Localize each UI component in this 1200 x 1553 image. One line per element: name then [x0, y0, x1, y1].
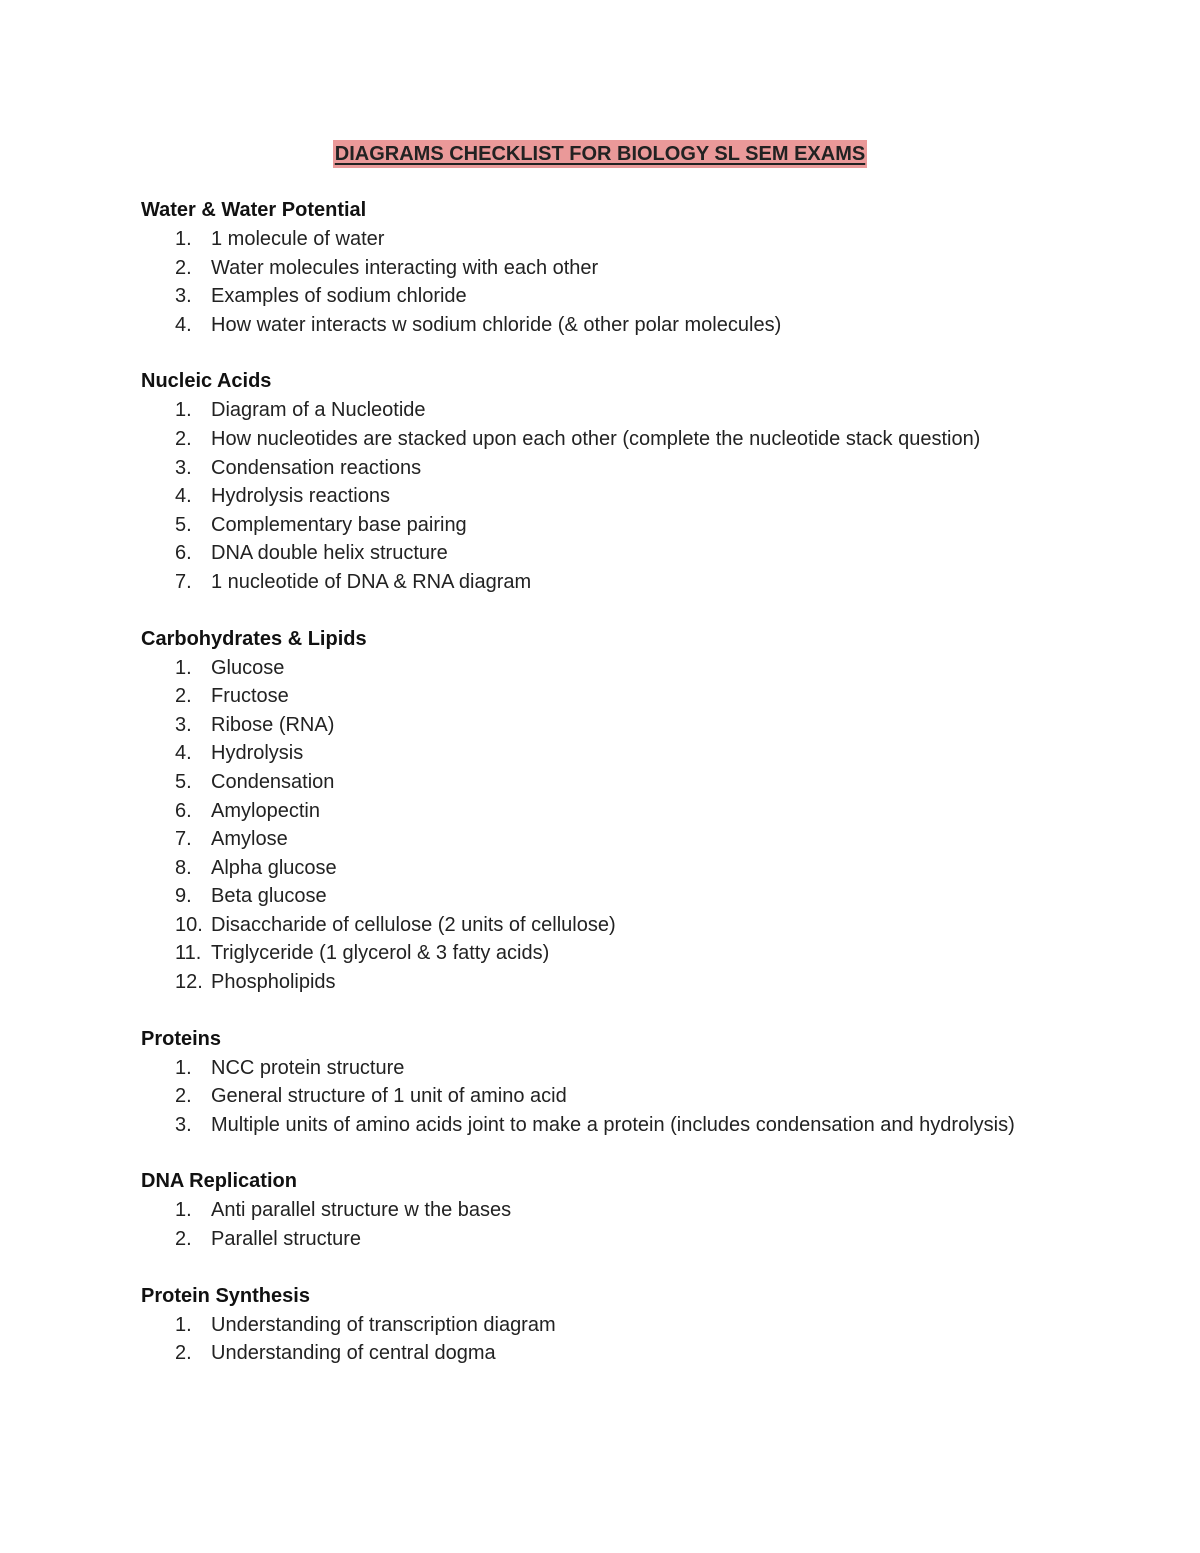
- list-item-text: Anti parallel structure w the bases: [211, 1199, 512, 1222]
- section-heading: Carbohydrates & Lipids: [141, 627, 367, 650]
- list-item-number: [141, 682, 211, 711]
- list-item: [141, 711, 1081, 740]
- list-item-text: How water interacts w sodium chloride (& other polar molecules): [211, 313, 782, 336]
- list-item-number: [141, 854, 211, 883]
- list-item: [141, 1111, 1081, 1140]
- list-item: [141, 254, 1081, 283]
- list-item-number-label: 9.: [175, 885, 192, 908]
- list-item-text: Understanding of central dogma: [211, 1342, 496, 1365]
- list-item-number: [141, 1111, 211, 1140]
- list-item-number-label: 4.: [175, 313, 192, 336]
- section: [141, 196, 1081, 339]
- section-heading: Proteins: [141, 1027, 222, 1050]
- list-item-number: [141, 939, 211, 968]
- list-item-text: Understanding of transcription diagram: [211, 1313, 556, 1336]
- list-item: [141, 882, 1081, 911]
- list-item-text: How nucleotides are stacked upon each other (complete the nucleotide stack question): [211, 427, 981, 450]
- list-item: [141, 1082, 1081, 1111]
- list-item-number-label: 1.: [175, 1056, 192, 1079]
- document-body: [141, 196, 1081, 1396]
- list-item: [141, 797, 1081, 826]
- list-item-number: [141, 739, 211, 768]
- list-item: [141, 682, 1081, 711]
- list-item-number-label: 3.: [175, 285, 192, 308]
- list-item-number-label: 12.: [175, 971, 203, 994]
- list-item-text: Hydrolysis: [211, 742, 304, 765]
- list-item-text: Multiple units of amino acids joint to make a protein (includes condensation and hydrolysis): [211, 1113, 1015, 1136]
- section: [141, 1167, 1081, 1253]
- list-item-number-label: 2.: [175, 1342, 192, 1365]
- list-item: [141, 311, 1081, 340]
- list-item-text: DNA double helix structure: [211, 542, 448, 565]
- list-item: [141, 968, 1081, 997]
- list-item: [141, 511, 1081, 540]
- list-item: [141, 482, 1081, 511]
- section: [141, 1282, 1081, 1368]
- section-heading: DNA Replication: [141, 1170, 297, 1193]
- list-item-text: Diagram of a Nucleotide: [211, 399, 426, 422]
- list-item-number: [141, 768, 211, 797]
- list-item-number: [141, 425, 211, 454]
- list-item: [141, 768, 1081, 797]
- list-item-text: General structure of 1 unit of amino acid: [211, 1085, 567, 1108]
- list-item: [141, 454, 1081, 483]
- list-item: [141, 1339, 1081, 1368]
- list-item-text: Examples of sodium chloride: [211, 285, 467, 308]
- section-heading: Protein Synthesis: [141, 1284, 310, 1307]
- list-item-number-label: 11.: [175, 942, 202, 965]
- list-item-number: [141, 282, 211, 311]
- list-item-number: [141, 454, 211, 483]
- list-item-number: [141, 396, 211, 425]
- checklist: [141, 1054, 1081, 1140]
- list-item-text: Hydrolysis reactions: [211, 485, 390, 508]
- list-item-text: Ribose (RNA): [211, 713, 335, 736]
- page-title-wrapper: [0, 140, 1200, 168]
- list-item: [141, 911, 1081, 940]
- list-item-number: [141, 539, 211, 568]
- list-item-number: [141, 1225, 211, 1254]
- list-item-number-label: 10.: [175, 913, 203, 936]
- list-item-number: [141, 797, 211, 826]
- list-item-number: [141, 1311, 211, 1340]
- list-item: [141, 225, 1081, 254]
- checklist: [141, 1311, 1081, 1368]
- list-item-number-label: 4.: [175, 485, 192, 508]
- list-item-text: Glucose: [211, 656, 285, 679]
- list-item: [141, 1225, 1081, 1254]
- list-item-number-label: 1.: [175, 1199, 192, 1222]
- list-item-number-label: 6.: [175, 799, 192, 822]
- list-item-number-label: 2.: [175, 1228, 192, 1251]
- list-item-text: NCC protein structure: [211, 1056, 405, 1079]
- list-item-text: Condensation reactions: [211, 456, 422, 479]
- list-item: [141, 282, 1081, 311]
- section: [141, 625, 1081, 997]
- section-heading: Water & Water Potential: [141, 199, 367, 221]
- list-item-text: Amylose: [211, 828, 288, 851]
- list-item-text: Disaccharide of cellulose (2 units of cellulose): [211, 913, 616, 936]
- page-title: DIAGRAMS CHECKLIST FOR BIOLOGY SL SEM EXAMS: [333, 140, 867, 168]
- list-item: [141, 1196, 1081, 1225]
- list-item-text: Complementary base pairing: [211, 513, 467, 536]
- list-item: [141, 939, 1081, 968]
- list-item: [141, 825, 1081, 854]
- checklist: [141, 1196, 1081, 1253]
- list-item-number-label: 5.: [175, 770, 192, 793]
- list-item-number-label: 1.: [175, 228, 192, 250]
- list-item-number: [141, 911, 211, 940]
- list-item-text: Amylopectin: [211, 799, 320, 822]
- list-item-number: [141, 311, 211, 340]
- list-item-number-label: 1.: [175, 1313, 192, 1336]
- list-item-number-label: 7.: [175, 570, 192, 593]
- checklist: [141, 396, 1081, 596]
- list-item: [141, 539, 1081, 568]
- list-item-number-label: 6.: [175, 542, 192, 565]
- list-item-number-label: 4.: [175, 742, 192, 765]
- list-item-number: [141, 482, 211, 511]
- list-item-number: [141, 1054, 211, 1083]
- list-item-number-label: 2.: [175, 427, 192, 450]
- list-item-text: Beta glucose: [211, 885, 327, 908]
- list-item-number-label: 2.: [175, 685, 192, 708]
- list-item-number: [141, 882, 211, 911]
- list-item-number-label: 2.: [175, 1085, 192, 1108]
- list-item-number-label: 1.: [175, 656, 192, 679]
- list-item-number: [141, 1082, 211, 1111]
- list-item-text: Parallel structure: [211, 1228, 362, 1251]
- list-item-text: Phospholipids: [211, 971, 336, 994]
- list-item-text: 1 molecule of water: [211, 228, 385, 250]
- list-item: [141, 568, 1081, 597]
- list-item-text: Fructose: [211, 685, 289, 708]
- list-item: [141, 1311, 1081, 1340]
- list-item-number: [141, 1339, 211, 1368]
- list-item-number: [141, 711, 211, 740]
- list-item: [141, 854, 1081, 883]
- list-item: [141, 739, 1081, 768]
- list-item: [141, 396, 1081, 425]
- list-item-text: 1 nucleotide of DNA & RNA diagram: [211, 570, 532, 593]
- checklist: [141, 654, 1081, 997]
- list-item-number-label: 3.: [175, 456, 192, 479]
- list-item-number-label: 2.: [175, 256, 192, 279]
- list-item-number: [141, 654, 211, 683]
- list-item-number-label: 3.: [175, 1113, 192, 1136]
- list-item-number-label: 3.: [175, 713, 192, 736]
- section-heading: Nucleic Acids: [141, 370, 272, 393]
- list-item-number: [141, 968, 211, 997]
- checklist: [141, 225, 1081, 339]
- list-item: [141, 425, 1081, 454]
- list-item-text: Water molecules interacting with each other: [211, 256, 599, 279]
- list-item-number: [141, 254, 211, 283]
- list-item: [141, 654, 1081, 683]
- list-item-number: [141, 568, 211, 597]
- list-item-text: Alpha glucose: [211, 856, 337, 879]
- list-item-number-label: 8.: [175, 856, 192, 879]
- list-item-number: [141, 825, 211, 854]
- list-item-number-label: 7.: [175, 828, 192, 851]
- list-item-number: [141, 511, 211, 540]
- list-item-number-label: 5.: [175, 513, 192, 536]
- list-item-text: Condensation: [211, 770, 335, 793]
- list-item: [141, 1054, 1081, 1083]
- list-item-text: Triglyceride (1 glycerol & 3 fatty acids): [211, 942, 550, 965]
- list-item-number-label: 1.: [175, 399, 192, 422]
- list-item-number: [141, 225, 211, 254]
- section: [141, 1025, 1081, 1140]
- section: [141, 367, 1081, 596]
- list-item-number: [141, 1196, 211, 1225]
